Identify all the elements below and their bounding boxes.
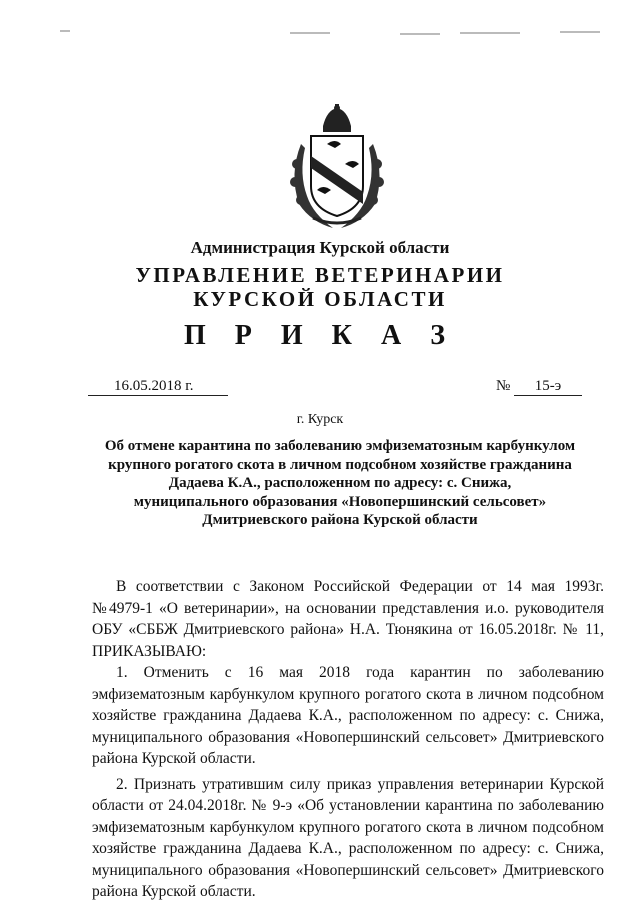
title-line: Дадаева К.А., расположенном по адресу: с. Снижа, <box>168 475 512 491</box>
order-number: 15-э <box>514 378 582 396</box>
body-line: области от 24.04.2018г. № 9-э «Об установлении карантина по заболеванию <box>92 797 604 814</box>
body-line: ОБУ «СББЖ Дмитриевского района» Н.А. Тюнякина от 16.05.2018г. № 11, <box>92 621 604 638</box>
coat-of-arms-emblem <box>283 104 391 232</box>
body-line: хозяйстве гражданина Дадаева К.А., расположенном по адресу: с. Снижа, <box>92 840 604 857</box>
organization-name: Администрация Курской области <box>190 238 450 257</box>
item-1-paragraph <box>92 662 604 770</box>
preamble-paragraph <box>92 576 604 662</box>
issue-city: г. Курск <box>296 412 344 427</box>
title-line: Дмитриевского района Курской области <box>202 512 478 528</box>
body-line: эмфизематозным карбункулом крупного рогатого скота в личном подсобном <box>92 685 604 703</box>
document-type: П Р И К А З <box>184 320 456 351</box>
title-line: крупного рогатого скота в личном подсобном хозяйстве гражданина <box>108 456 572 473</box>
body-line: В соответствии с Законом Российской Федерации от 14 мая 1993г. <box>116 578 604 595</box>
body-line: муниципального образования «Новопершинский сельсовет» Дмитриевского <box>92 728 604 746</box>
body-line: 1. Отменить с 16 мая 2018 года карантин по заболеванию <box>116 664 604 681</box>
body-line: 2. Признать утратившим силу приказ управления ветеринарии Курской <box>116 775 604 793</box>
scan-artifact <box>0 0 640 40</box>
body-line: ПРИКАЗЫВАЮ: <box>92 642 207 660</box>
department-name-line1: УПРАВЛЕНИЕ ВЕТЕРИНАРИИ <box>135 263 505 287</box>
department-name-line2: КУРСКОЙ ОБЛАСТИ <box>193 287 447 311</box>
body-line: района Курской области. <box>92 750 256 767</box>
order-date: 16.05.2018 г. <box>88 378 228 396</box>
order-title <box>90 437 590 530</box>
body-line: района Курской области. <box>92 883 256 900</box>
order-body <box>92 576 604 903</box>
body-line: муниципального образования «Новопершинский сельсовет» Дмитриевского <box>92 861 604 879</box>
title-line: муниципального образования «Новопершинский сельсовет» <box>133 493 547 510</box>
body-line: хозяйстве гражданина Дадаева К.А., расположенном по адресу: с. Снижа, <box>92 707 604 724</box>
item-2-paragraph <box>92 774 604 903</box>
body-line: №4979-1 «О ветеринарии», на основании представления и.о. руководителя <box>92 599 604 617</box>
order-number-label: № <box>496 378 511 394</box>
title-line: Об отмене карантина по заболеванию эмфизематозным карбункулом <box>104 438 576 454</box>
body-line: эмфизематозным карбункулом крупного рогатого скота в личном подсобном <box>92 818 604 836</box>
